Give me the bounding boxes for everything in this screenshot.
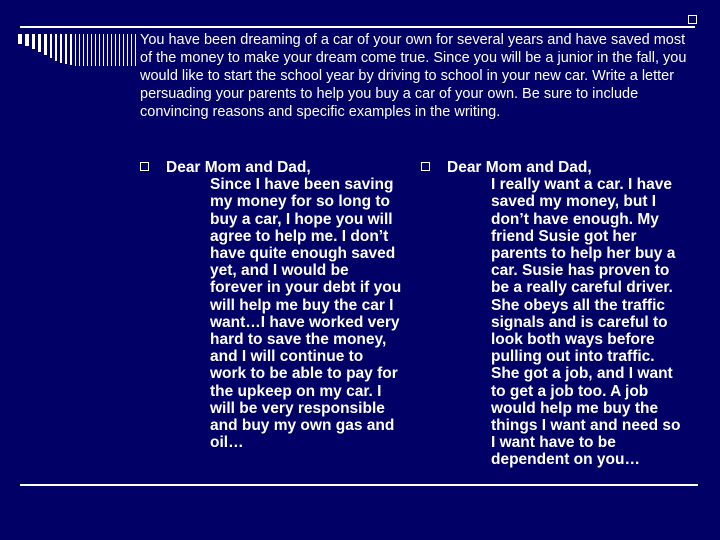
top-rule [20, 26, 695, 28]
decorative-bars [18, 34, 138, 66]
letter-greeting: Dear Mom and Dad, [447, 159, 592, 176]
letter-body: I really want a car. I have saved my money, but I don’t have enough. My friend Susie got her parents to help her buy a car. Susie has proven to be a really careful driver. She obeys all the traffic signals and is careful to look both ways before pulling out into traffic. She got a job, and I want to get a job too. A job would help me buy the things I want and need so I want have to be dependent on you… [491, 176, 681, 469]
writing-prompt: You have been dreaming of a car of your own for several years and have saved most of the money to make your dream come true. Since you will be a junior in the fall, you would like to start the school year by driving to school in your new car. Write a letter persuading your parents to help you buy a car of your own. Be sure to include convincing reasons and specific examples in the writing. [140, 32, 687, 120]
letter-example-1 [140, 159, 402, 451]
hollow-square-bullet-icon [140, 162, 149, 171]
letter-example-2 [421, 159, 685, 469]
letter-body: Since I have been saving my money for so long to buy a car, I hope you will agree to help me. I don’t have quite enough saved yet, and I would be forever in your debt if you will help me buy the car I want…I have worked very hard to save the money, and I will continue to work to be able to pay for the upkeep on my car. I will be very responsible and buy my own gas and oil… [210, 176, 402, 452]
hollow-square-bullet-icon [421, 162, 430, 171]
corner-square-icon [688, 15, 697, 24]
bottom-rule [20, 484, 698, 486]
letter-greeting: Dear Mom and Dad, [166, 159, 311, 176]
